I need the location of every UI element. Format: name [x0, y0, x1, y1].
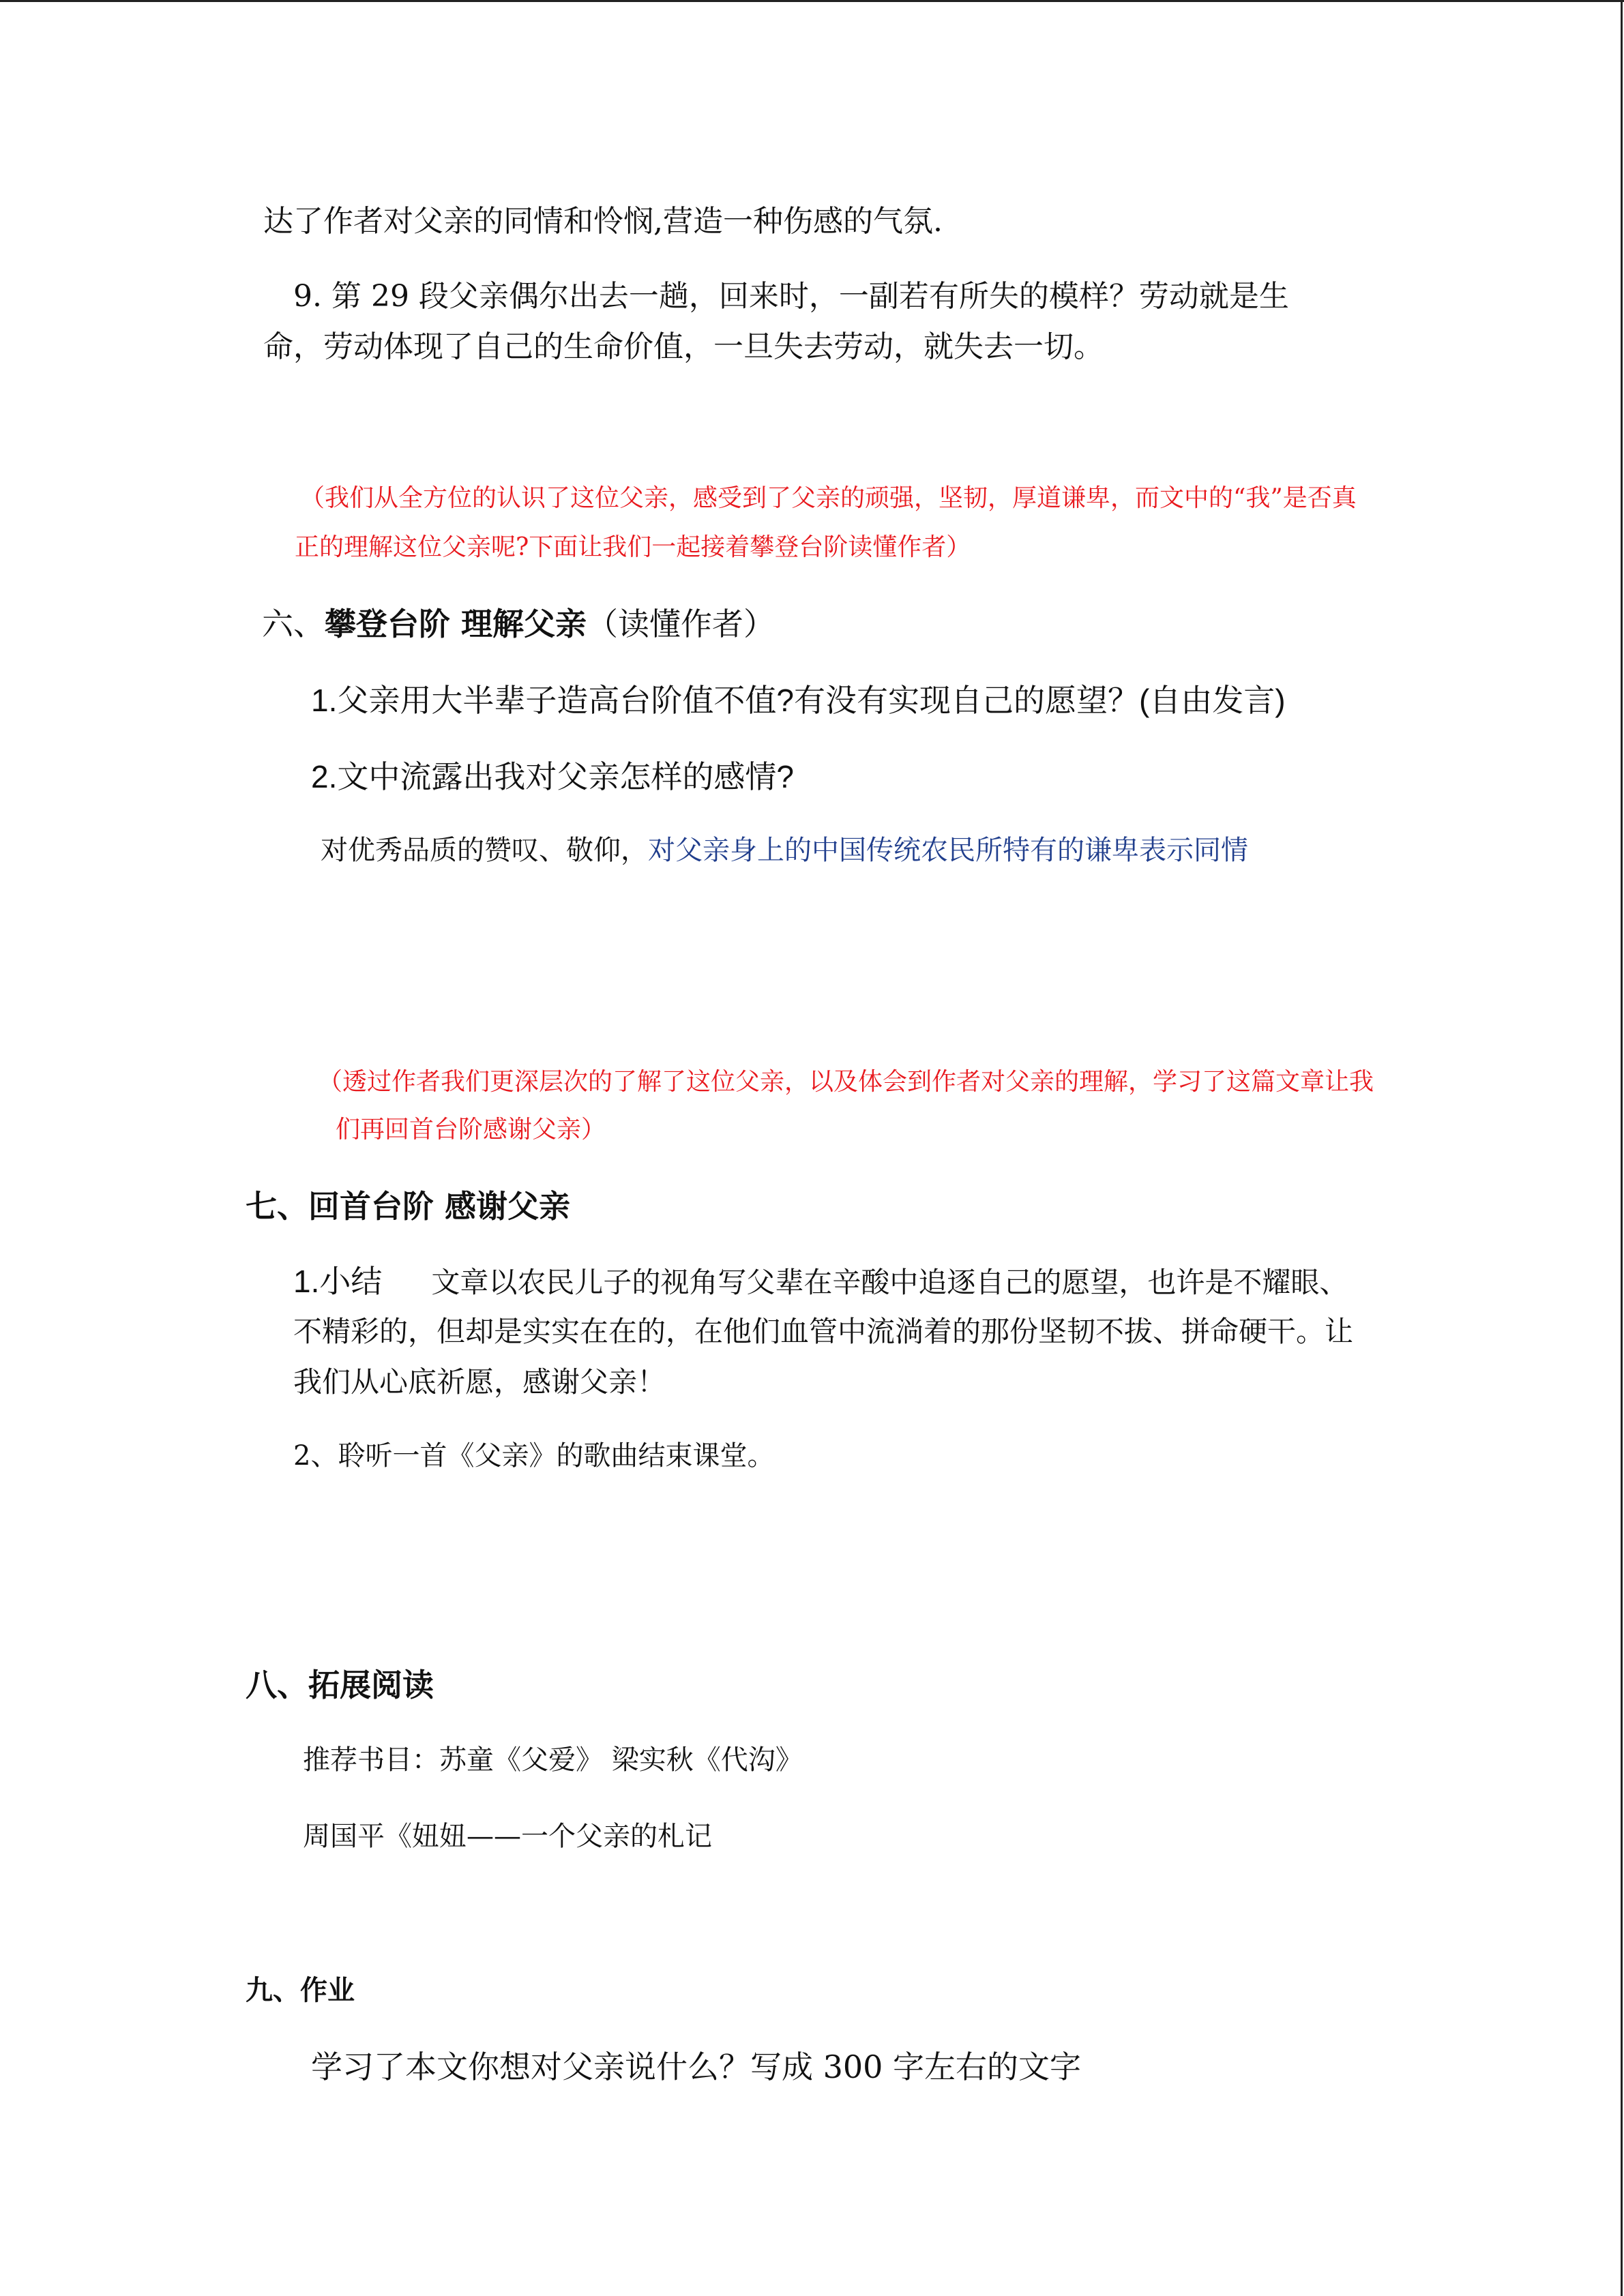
section-7-summary-line1 — [293, 1256, 1348, 1308]
page-top-border — [0, 0, 1624, 2]
section-6-prefix: 六、 — [262, 606, 325, 642]
section-7-item-2: 2、聆听一首《父亲》的歌曲结束课堂。 — [293, 1440, 775, 1472]
transition-note-1-line1: （我们从全方位的认识了这位父亲，感受到了父亲的顽强，坚韧，厚道谦卑，而文中的“我”是否真 — [300, 484, 1357, 512]
section-8-title: 八、拓展阅读 — [246, 1667, 434, 1703]
answer-sympathy: 对父亲身上的中国传统农民所特有的谦卑表示同情 — [648, 835, 1248, 866]
section-6-heading — [262, 599, 775, 649]
transition-note-1-line2: 正的理解这位父亲呢?下面让我们一起接着攀登台阶读懂作者） — [295, 533, 971, 561]
section-6-question-1: 1.父亲用大半辈子造高台阶值不值?有没有实现自己的愿望？(自由发言) — [311, 683, 1286, 718]
item-9-line1: 9. 第 29 段父亲偶尔出去一趟，回来时，一副若有所失的模样？劳动就是生 — [293, 279, 1289, 314]
recommended-books: 推荐书目：苏童《父爱》 梁实秋《代沟》 — [303, 1744, 803, 1776]
section-6-question-2: 2.文中流露出我对父亲怎样的感情? — [311, 759, 794, 794]
summary-text-1: 文章以农民儿子的视角写父辈在辛酸中追逐自己的愿望，也许是不耀眼、 — [431, 1266, 1348, 1299]
transition-note-2-line2: 们再回首台阶感谢父亲） — [336, 1116, 606, 1144]
section-7-summary-line3: 我们从心底祈愿，感谢父亲！ — [293, 1365, 666, 1399]
item-9-line2: 命，劳动体现了自己的生命价值，一旦失去劳动，就失去一切。 — [263, 329, 1104, 364]
section-6-suffix: （读懂作者） — [587, 606, 776, 642]
section-9-title: 九、作业 — [246, 1975, 355, 2006]
section-7-summary-line2: 不精彩的，但却是实实在在的，在他们血管中流淌着的那份坚韧不拔、拼命硬干。让 — [293, 1315, 1354, 1348]
section-9-heading — [246, 1965, 355, 2016]
homework-task: 学习了本文你想对父亲说什么？写成 300 字左右的文字 — [311, 2048, 1082, 2085]
transition-note-2-line1: （透过作者我们更深层次的了解了这位父亲，以及体会到作者对父亲的理解，学习了这篇文章让我 — [318, 1068, 1374, 1096]
section-7-heading — [246, 1181, 570, 1232]
page-right-border — [1621, 0, 1623, 2296]
section-7-title: 七、回首台阶 感谢父亲 — [246, 1188, 571, 1225]
answer-admiration: 对优秀品质的赞叹、敬仰， — [321, 835, 648, 866]
section-6-title: 攀登台阶 理解父亲 — [325, 606, 587, 642]
section-6-answer — [321, 826, 1248, 874]
summary-label: 1.小结 — [293, 1264, 383, 1299]
section-8-heading — [246, 1660, 434, 1710]
recommended-book-2: 周国平《妞妞——一个父亲的札记 — [303, 1821, 712, 1852]
paragraph-end: 达了作者对父亲的同情和怜悯,营造一种伤感的气氛. — [263, 204, 943, 239]
